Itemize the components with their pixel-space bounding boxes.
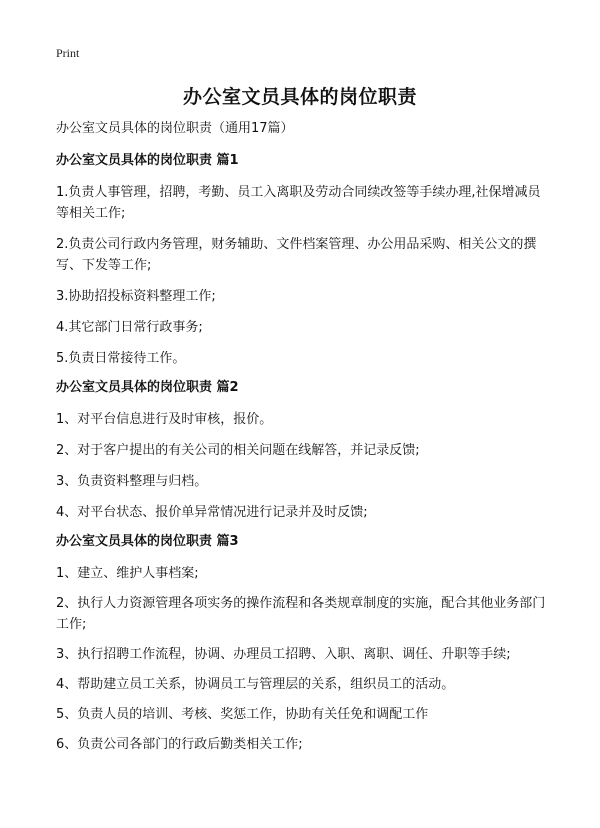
list-item: 5.负责日常接待工作。 xyxy=(56,351,186,366)
section-2 xyxy=(56,379,552,523)
list-item: 4、对平台状态、报价单异常情况进行记录并及时反馈; xyxy=(56,505,368,520)
section-heading: 办公室文员具体的岗位职责 篇1 xyxy=(56,153,239,168)
document-subtitle: 办公室文员具体的岗位职责（通用17篇） xyxy=(56,121,294,136)
list-item: 3、执行招聘工作流程，协调、办理员工招聘、入职、离职、调任、升职等手续; xyxy=(56,647,511,662)
list-item: 3.协助招投标资料整理工作; xyxy=(56,289,216,304)
list-item: 1、建立、维护人事档案; xyxy=(56,566,199,581)
list-item: 1、对平台信息进行及时审核，报价。 xyxy=(56,412,273,427)
list-item: 5、负责人员的培训、考核、奖惩工作，协助有关任免和调配工作 xyxy=(56,707,429,722)
list-item: 6、负责公司各部门的行政后勤类相关工作; xyxy=(56,737,303,752)
list-item: 2.负责公司行政内务管理，财务辅助、文件档案管理、办公用品采购、相关公文的撰写、下发等工作; xyxy=(56,237,537,273)
list-item: 1.负责人事管理，招聘，考勤、员工入离职及劳动合同续改签等手续办理,社保增减员等相关工作; xyxy=(56,185,541,221)
list-item: 4、帮助建立员工关系，协调员工与管理层的关系，组织员工的活动。 xyxy=(56,677,455,692)
print-label[interactable]: Print xyxy=(56,46,80,60)
list-item: 3、负责资料整理与归档。 xyxy=(56,474,208,489)
section-3 xyxy=(56,533,552,755)
section-1 xyxy=(56,152,552,369)
list-item: 4.其它部门日常行政事务; xyxy=(56,320,203,335)
section-heading: 办公室文员具体的岗位职责 篇3 xyxy=(56,534,239,549)
page-title: 办公室文员具体的岗位职责 xyxy=(182,86,417,108)
list-item: 2、对于客户提出的有关公司的相关问题在线解答，并记录反馈; xyxy=(56,443,420,458)
list-item: 2、执行人力资源管理各项实务的操作流程和各类规章制度的实施，配合其他业务部门工作; xyxy=(56,596,546,632)
section-heading: 办公室文员具体的岗位职责 篇2 xyxy=(56,380,239,395)
document-body xyxy=(56,120,552,764)
